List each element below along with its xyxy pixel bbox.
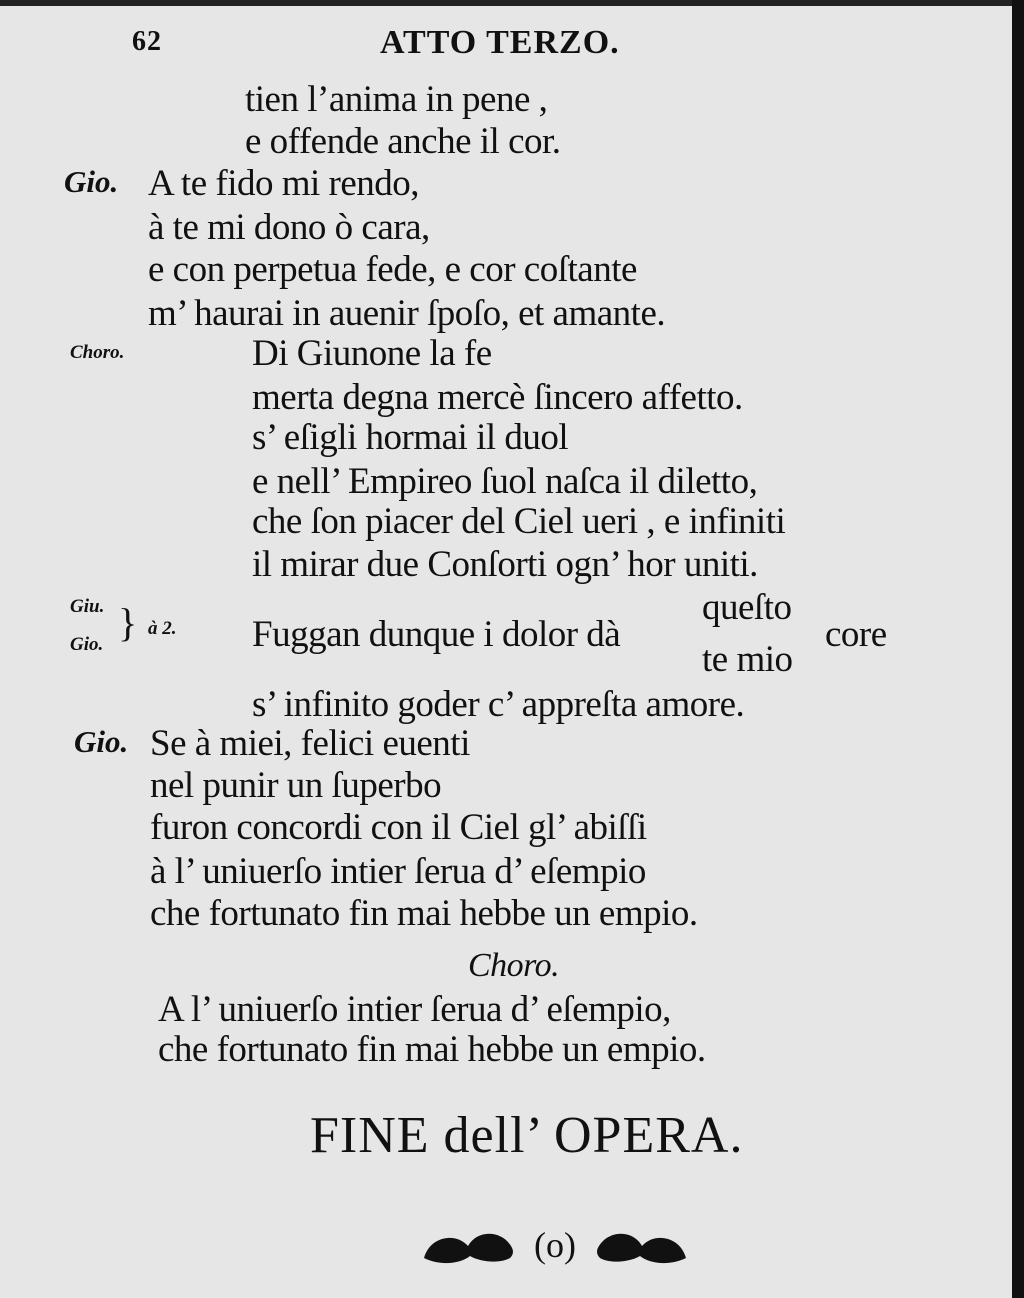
duet-marker: à 2.	[148, 618, 177, 639]
brace-icon: }	[118, 600, 138, 645]
verse-line: nel punir un ſuperbo	[150, 765, 442, 806]
choro-heading: Choro.	[468, 947, 560, 984]
running-title: ATTO TERZO.	[380, 24, 620, 61]
verse-line: merta degna mercè ſincero affetto.	[252, 377, 743, 418]
tailpiece-ornament	[400, 1220, 710, 1270]
verse-line: à te mi dono ò cara,	[148, 207, 430, 248]
alt-word-lower: te mio	[702, 639, 793, 680]
alt-word-upper: queſto	[702, 587, 792, 628]
verse-line: che fortunato fin mai hebbe un empio.	[158, 1029, 706, 1070]
verse-line: il mirar due Conſorti ogn’ hor uniti.	[252, 544, 758, 585]
speaker-label: Gio.	[70, 634, 104, 655]
fine-heading: FINE dell’ OPERA.	[310, 1107, 744, 1164]
verse-line: Fuggan dunque i dolor dà	[252, 614, 621, 655]
page-edge-right	[1012, 0, 1024, 1298]
verse-line: Di Giunone la fe	[252, 333, 492, 374]
verse-line: m’ haurai in auenir ſpoſo, et amante.	[148, 293, 666, 334]
page-number: 62	[132, 26, 162, 57]
ornament-right-icon	[590, 1222, 690, 1268]
verse-line: A te fido mi rendo,	[148, 163, 420, 204]
verse-line: e offende anche il cor.	[245, 121, 561, 162]
verse-line: s’ eſigli hormai il duol	[252, 417, 569, 458]
speaker-label: Choro.	[70, 342, 125, 363]
verse-line: à l’ uniuerſo intier ſerua d’ eſempio	[150, 851, 646, 892]
ornament-center: (o)	[534, 1225, 576, 1265]
speaker-label: Gio.	[64, 164, 119, 199]
ornament-left-icon	[420, 1222, 520, 1268]
speaker-label: Giu.	[70, 596, 105, 617]
verse-line: Se à miei, felici euenti	[150, 723, 470, 764]
speaker-label: Gio.	[74, 724, 129, 759]
verse-line: e nell’ Empireo ſuol naſca il diletto,	[252, 461, 758, 502]
alt-word-after: core	[825, 614, 887, 655]
verse-line: tien l’anima in pene ,	[245, 79, 548, 120]
verse-line: s’ infinito goder c’ appreſta amore.	[252, 684, 745, 725]
verse-line: furon concordi con il Ciel gl’ abiſſi	[150, 807, 647, 848]
verse-line: che ſon piacer del Ciel ueri , e infiniti	[252, 501, 786, 542]
verse-line: A l’ uniuerſo intier ſerua d’ eſempio,	[158, 989, 671, 1030]
page-edge-top	[0, 0, 1024, 6]
verse-line: e con perpetua fede, e cor coſtante	[148, 249, 637, 290]
verse-line: che fortunato fin mai hebbe un empio.	[150, 893, 698, 934]
